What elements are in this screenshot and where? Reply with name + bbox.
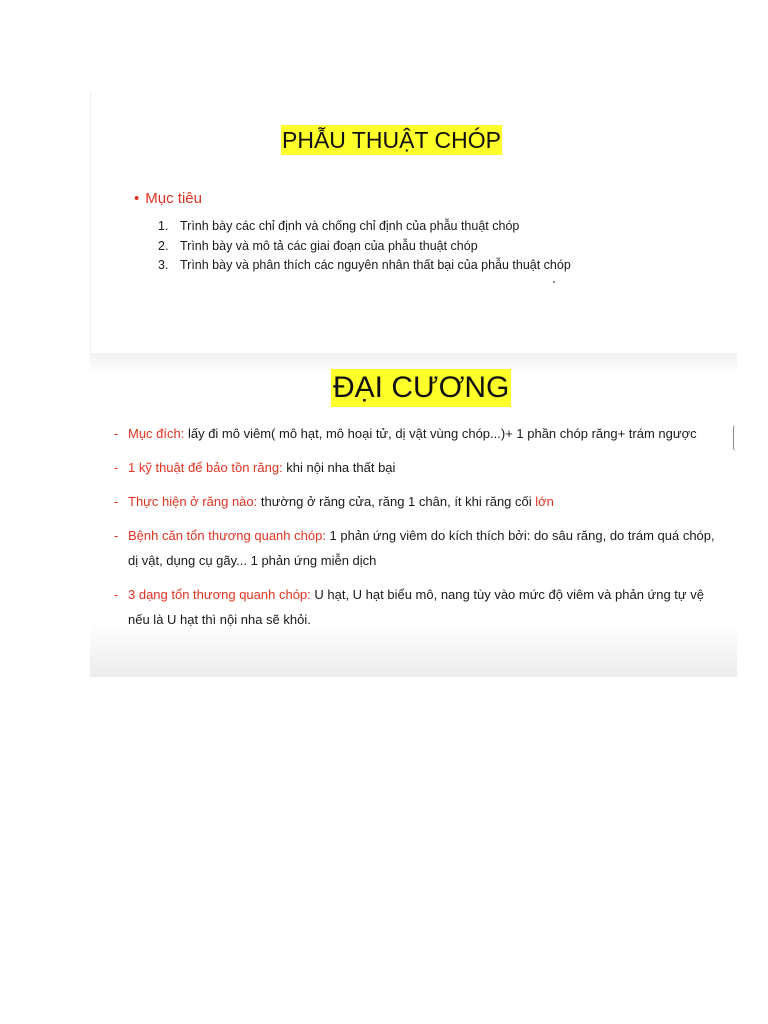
overview-item: - Thực hiện ở răng nào: thường ở răng cửa, răng 1 chân, ít khi răng cối lớn bbox=[114, 489, 724, 514]
overview-item: - 1 kỹ thuật để bảo tồn răng: khi nội nha thất bại bbox=[114, 455, 724, 480]
slide-overview bbox=[90, 353, 737, 677]
objective-item: 3. Trình bày và phân thích các nguyên nhân thất bại của phẫu thuật chóp bbox=[158, 258, 571, 272]
slide-title: ĐẠI CƯƠNG bbox=[331, 369, 511, 407]
objectives-list bbox=[158, 217, 571, 276]
objective-item: 2. Trình bày và mô tả các giai đoạn của phẫu thuật chóp bbox=[158, 238, 478, 253]
stray-dot bbox=[553, 281, 555, 283]
dash-icon: - bbox=[114, 494, 119, 509]
dash-icon: - bbox=[114, 460, 119, 475]
slide-objectives bbox=[90, 92, 738, 354]
objectives-heading-text: Mục tiêu bbox=[145, 190, 202, 207]
bullet-icon: • bbox=[134, 190, 140, 207]
objective-item: 1. Trình bày các chỉ định và chống chỉ định của phẫu thuật chóp bbox=[158, 219, 520, 233]
edge-mark bbox=[733, 425, 737, 451]
overview-list bbox=[114, 421, 724, 641]
dash-icon: - bbox=[114, 528, 119, 543]
overview-item: - Mục đích: lấy đi mô viêm( mô hạt, mô hoại tử, dị vật vùng chóp...)+ 1 phần chóp răng+ trám ngược bbox=[114, 421, 724, 446]
objectives-heading bbox=[134, 189, 202, 209]
dash-icon: - bbox=[114, 587, 119, 602]
overview-item: - 3 dạng tổn thương quanh chóp: U hạt, U hạt biểu mô, nang tùy vào mức độ viêm và phản ứng tự vệ nếu là U hạt thì nội nha sẽ khỏi. bbox=[114, 582, 724, 632]
dash-icon: - bbox=[114, 426, 119, 441]
slide-title: PHẪU THUẬT CHÓP bbox=[282, 127, 501, 153]
overview-item: - Bệnh căn tổn thương quanh chóp: 1 phản ứng viêm do kích thích bởi: do sâu răng, do trám quá chóp, dị vật, dụng cụ gãy... 1 phản ứng miễn dịch bbox=[114, 523, 724, 573]
